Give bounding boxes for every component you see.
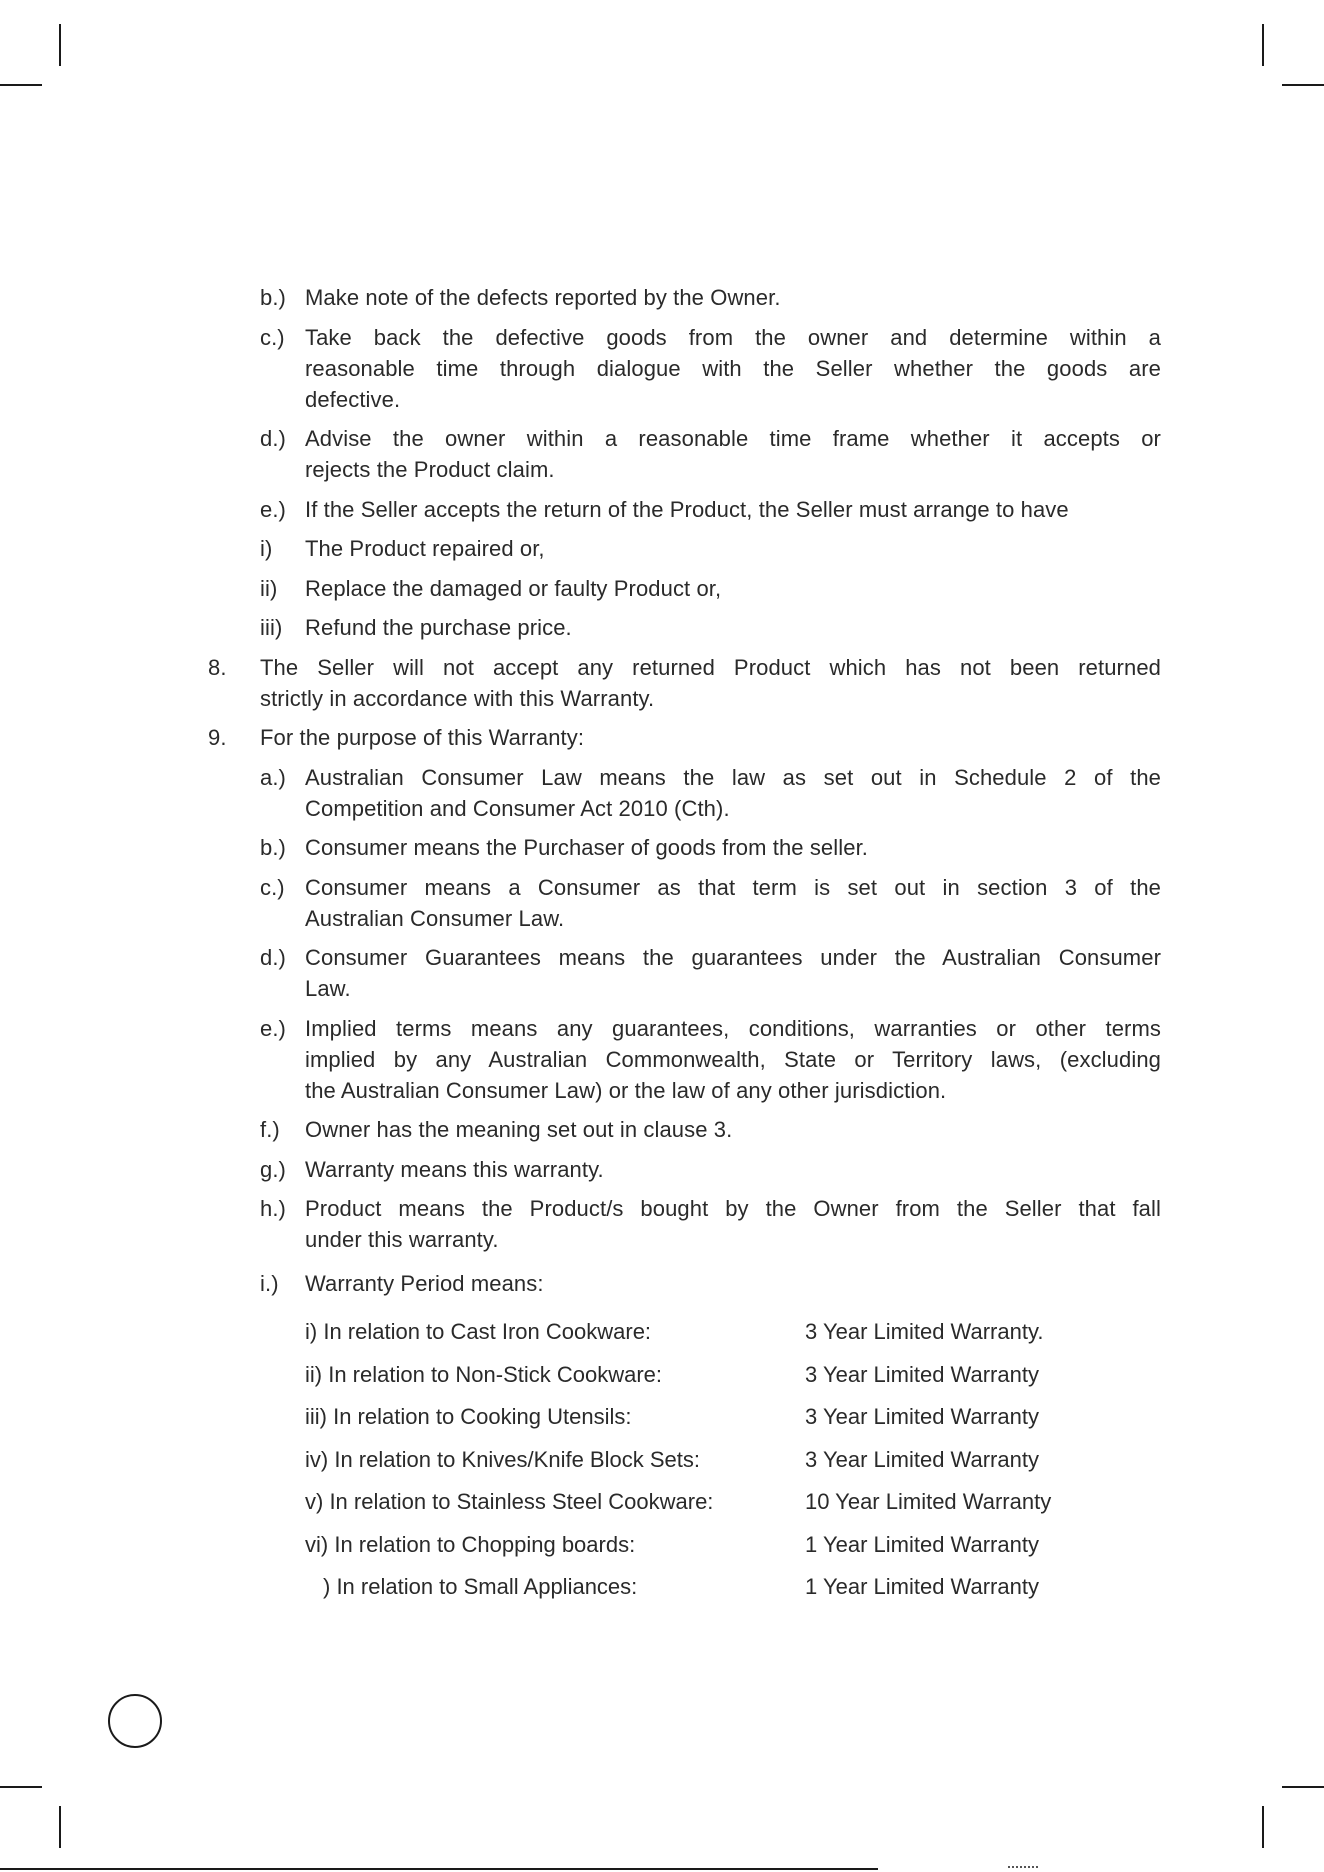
definition-item-line-text: Consumer Guarantees means the guarantees under the Australian Consumer bbox=[305, 945, 1161, 970]
clause-9-marker: 9. bbox=[208, 725, 227, 750]
warranty-schedule-product: ) In relation to Small Appliances: bbox=[323, 1574, 638, 1599]
definition-item-line-text: the Australian Consumer Law) or the law of any other jurisdiction. bbox=[305, 1077, 947, 1103]
crop-mark-bottom-right-horizontal bbox=[1282, 1786, 1324, 1788]
crop-mark-bottom-left-vertical bbox=[59, 1806, 61, 1848]
sub-item-line-text: Advise the owner within a reasonable time frame whether it accepts or bbox=[305, 426, 1161, 451]
warranty-schedule-product: vi) In relation to Chopping boards: bbox=[305, 1531, 636, 1557]
definition-item-marker: d.) bbox=[260, 945, 286, 970]
warranty-schedule-period: 3 Year Limited Warranty bbox=[805, 1404, 1039, 1429]
crop-mark-top-left-horizontal bbox=[0, 84, 42, 86]
clause-9-line-text: For the purpose of this Warranty: bbox=[260, 725, 585, 750]
definition-item-marker: b.) bbox=[260, 835, 286, 860]
sub-item-marker: d.) bbox=[260, 426, 286, 451]
definition-item-line-text: Owner has the meaning set out in clause 3. bbox=[305, 1117, 733, 1142]
warranty-schedule-period: 10 Year Limited Warranty bbox=[805, 1489, 1052, 1514]
sub-item-line-text: Make note of the defects reported by the Owner. bbox=[305, 285, 781, 310]
warranty-schedule-product: v) In relation to Stainless Steel Cookware: bbox=[305, 1489, 714, 1514]
definition-item-marker: i.) bbox=[260, 1270, 279, 1296]
crop-mark-top-right-vertical bbox=[1262, 24, 1264, 66]
definition-item-line-text: Warranty Period means: bbox=[305, 1270, 544, 1296]
sub-item-line-text: rejects the Product claim. bbox=[305, 457, 555, 482]
crop-mark-top-left-vertical bbox=[59, 24, 61, 66]
sub-item-line-text: Take back the defective goods from the owner and determine within a bbox=[305, 324, 1161, 350]
crop-mark-top-right-horizontal bbox=[1282, 84, 1324, 86]
definition-item-marker: g.) bbox=[260, 1156, 286, 1182]
crop-mark-bottom-right-vertical bbox=[1262, 1806, 1264, 1848]
clause-8-line-text: strictly in accordance with this Warranty. bbox=[260, 685, 655, 711]
sub-item-line-text: If the Seller accepts the return of the Product, the Seller must arrange to have bbox=[305, 496, 1069, 522]
sub-item-marker: e.) bbox=[260, 496, 286, 522]
definition-item-line-text: Product means the Product/s bought by the Owner from the Seller that fall bbox=[305, 1196, 1161, 1221]
warranty-schedule-product: i) In relation to Cast Iron Cookware: bbox=[305, 1319, 652, 1344]
warranty-schedule-product: ii) In relation to Non-Stick Cookware: bbox=[305, 1361, 663, 1387]
warranty-schedule-period: 1 Year Limited Warranty bbox=[805, 1531, 1039, 1557]
definition-item-marker: h.) bbox=[260, 1196, 286, 1221]
warranty-schedule-period: 3 Year Limited Warranty bbox=[805, 1446, 1039, 1472]
definition-item-line-text: Law. bbox=[305, 976, 351, 1001]
sub-item-marker: b.) bbox=[260, 285, 286, 310]
clause-8-line-text: The Seller will not accept any returned Product which has not been returned bbox=[260, 654, 1161, 680]
warranty-schedule-product: iii) In relation to Cooking Utensils: bbox=[305, 1404, 632, 1429]
sub-item-line-text: Replace the damaged or faulty Product or, bbox=[305, 575, 722, 601]
definition-item-marker: f.) bbox=[260, 1117, 280, 1142]
definition-item-line-text: Consumer means the Purchaser of goods from the seller. bbox=[305, 835, 869, 860]
warranty-schedule-period: 3 Year Limited Warranty bbox=[805, 1361, 1039, 1387]
definition-item-line-text: Australian Consumer Law. bbox=[305, 905, 565, 931]
warranty-schedule-product: iv) In relation to Knives/Knife Block Sets: bbox=[305, 1446, 700, 1472]
definition-item-line-text: Implied terms means any guarantees, conditions, warranties or other terms bbox=[305, 1015, 1161, 1041]
definition-item-line-text: Consumer means a Consumer as that term is set out in section 3 of the bbox=[305, 874, 1161, 900]
definition-item-marker: c.) bbox=[260, 874, 285, 900]
warranty-schedule-period: 1 Year Limited Warranty bbox=[805, 1574, 1039, 1599]
definition-item-line-text: under this warranty. bbox=[305, 1227, 499, 1252]
sub-item-marker: ii) bbox=[260, 575, 278, 601]
sub-item-line-text: The Product repaired or, bbox=[305, 536, 545, 561]
page-number-circle bbox=[108, 1694, 162, 1748]
definition-item-line-text: Australian Consumer Law means the law as set out in Schedule 2 of the bbox=[305, 764, 1161, 790]
sub-item-line-text: Refund the purchase price. bbox=[305, 615, 572, 640]
definition-item-marker: e.) bbox=[260, 1015, 286, 1041]
sub-item-line-text: reasonable time through dialogue with the Seller whether the goods are bbox=[305, 355, 1161, 381]
definition-item-marker: a.) bbox=[260, 764, 286, 790]
definition-item-line-text: Warranty means this warranty. bbox=[305, 1156, 604, 1182]
crop-mark-bottom-left-horizontal bbox=[0, 1786, 42, 1788]
clause-8-marker: 8. bbox=[208, 654, 227, 680]
bottom-rule bbox=[0, 1868, 878, 1870]
warranty-schedule-period: 3 Year Limited Warranty. bbox=[805, 1319, 1044, 1344]
sub-item-line-text: defective. bbox=[305, 386, 401, 412]
sub-item-marker: c.) bbox=[260, 324, 285, 350]
definition-item-line-text: implied by any Australian Commonwealth, State or Territory laws, (excluding bbox=[305, 1046, 1161, 1072]
sub-item-marker: i) bbox=[260, 536, 273, 561]
bottom-trim-mark bbox=[1008, 1866, 1038, 1871]
definition-item-line-text: Competition and Consumer Act 2010 (Cth). bbox=[305, 795, 730, 821]
sub-item-marker: iii) bbox=[260, 615, 283, 640]
